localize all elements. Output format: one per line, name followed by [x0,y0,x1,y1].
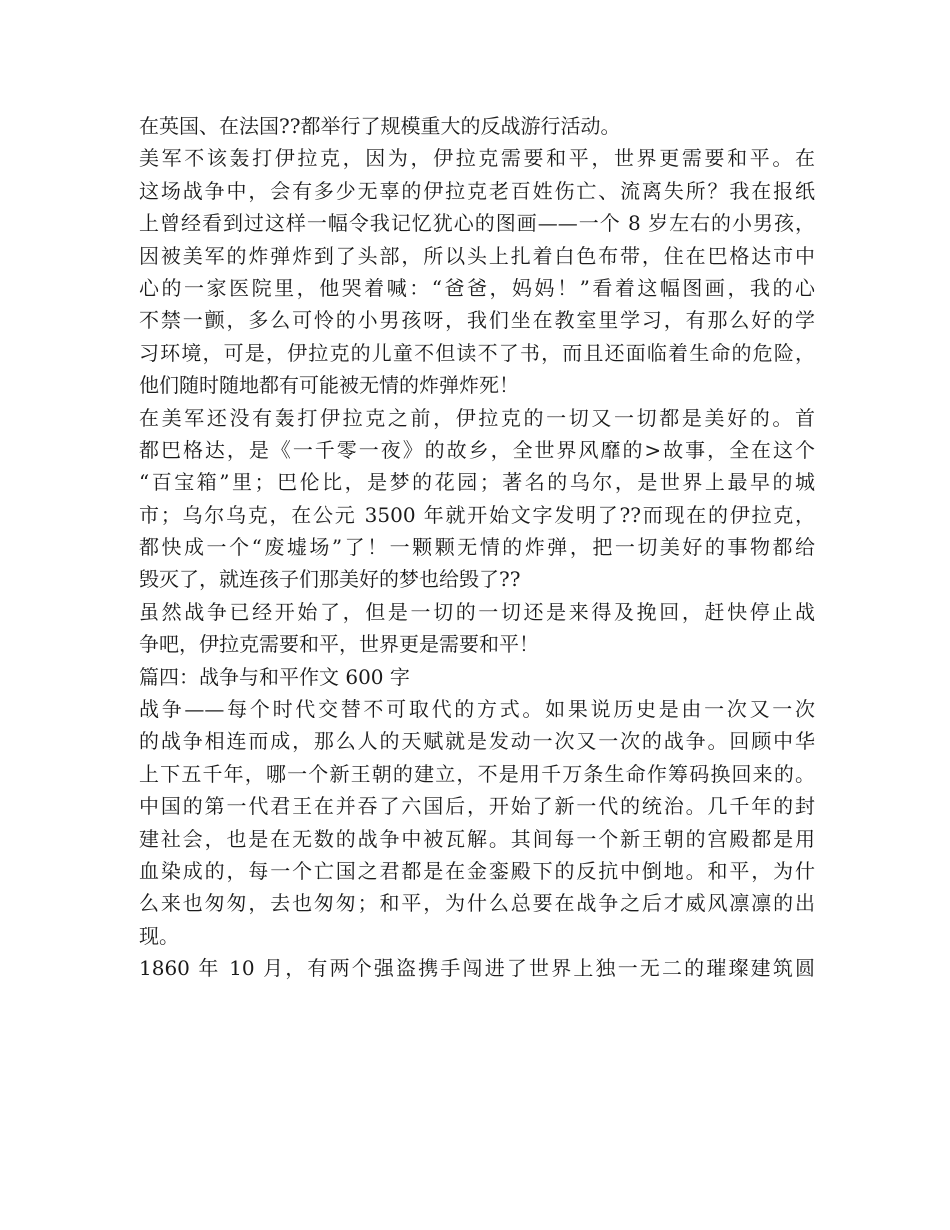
text-line: 心的一家医院里，他哭着喊：“爸爸，妈妈！”看着这幅图画，我的心 [139,275,815,300]
text-line: 都快成一个“废墟场”了！一颗颗无情的炸弹，把一切美好的事物都给 [139,535,815,560]
text-line: 上曾经看到过这样一幅令我记忆犹心的图画——一个 8 岁左右的小男孩， [139,211,815,236]
text-line: 现。 [139,923,179,948]
text-line: 争吧，伊拉克需要和平，世界更是需要和平！ [139,632,539,657]
text-line: 上下五千年，哪一个新王朝的建立，不是用千万条生命作筹码换回来的。 [139,761,815,786]
text-line: 1860 年 10 月，有两个强盗携手闯进了世界上独一无二的璀璨建筑圆 [139,956,815,981]
text-line: 这场战争中，会有多少无辜的伊拉克老百姓伤亡、流离失所？我在报纸 [139,178,815,203]
text-line: 美军不该轰打伊拉克，因为，伊拉克需要和平，世界更需要和平。在 [139,146,815,171]
text-line: 中国的第一代君王在并吞了六国后，开始了新一代的统治。几千年的封 [139,794,815,819]
text-line: “百宝箱”里；巴伦比，是梦的花园；著名的乌尔，是世界上最早的城 [139,470,815,495]
text-line: 市；乌尔乌克，在公元 3500 年就开始文字发明了??而现在的伊拉克， [139,502,815,527]
text-line: 都巴格达，是《一千零一夜》的故乡，全世界风靡的>故事，全在这个 [139,437,815,462]
text-line: 战争——每个时代交替不可取代的方式。如果说历史是由一次又一次 [139,697,815,722]
text-line: 习环境，可是，伊拉克的儿童不但读不了书，而且还面临着生命的危险， [139,340,815,365]
text-line: 建社会，也是在无数的战争中被瓦解。其间每一个新王朝的宫殿都是用 [139,826,815,851]
text-line: 血染成的，每一个亡国之君都是在金銮殿下的反抗中倒地。和平，为什 [139,858,815,883]
text-line: 他们随时随地都有可能被无情的炸弹炸死！ [139,373,519,398]
text-line: 毁灭了，就连孩子们那美好的梦也给毁了?? [139,567,521,592]
text-line: 不禁一颤，多么可怜的小男孩呀，我们坐在教室里学习，有那么好的学 [139,308,815,333]
document-body [139,110,815,985]
text-line: 虽然战争已经开始了，但是一切的一切还是来得及挽回，赶快停止战 [139,599,815,624]
text-line: 的战争相连而成，那么人的天赋就是发动一次又一次的战争。回顾中华 [139,729,815,754]
text-line: 在美军还没有轰打伊拉克之前，伊拉克的一切又一切都是美好的。首 [139,405,815,430]
text-line: 在英国、在法国??都举行了规模重大的反战游行活动。 [139,114,621,138]
text-line: 因被美军的炸弹炸到了头部，所以头上扎着白色布带，住在巴格达市中 [139,243,815,268]
section-heading: 篇四：战争与和平作文 600 字 [139,664,410,689]
text-line: 么来也匆匆，去也匆匆；和平，为什么总要在战争之后才威风凛凛的出 [139,891,815,916]
